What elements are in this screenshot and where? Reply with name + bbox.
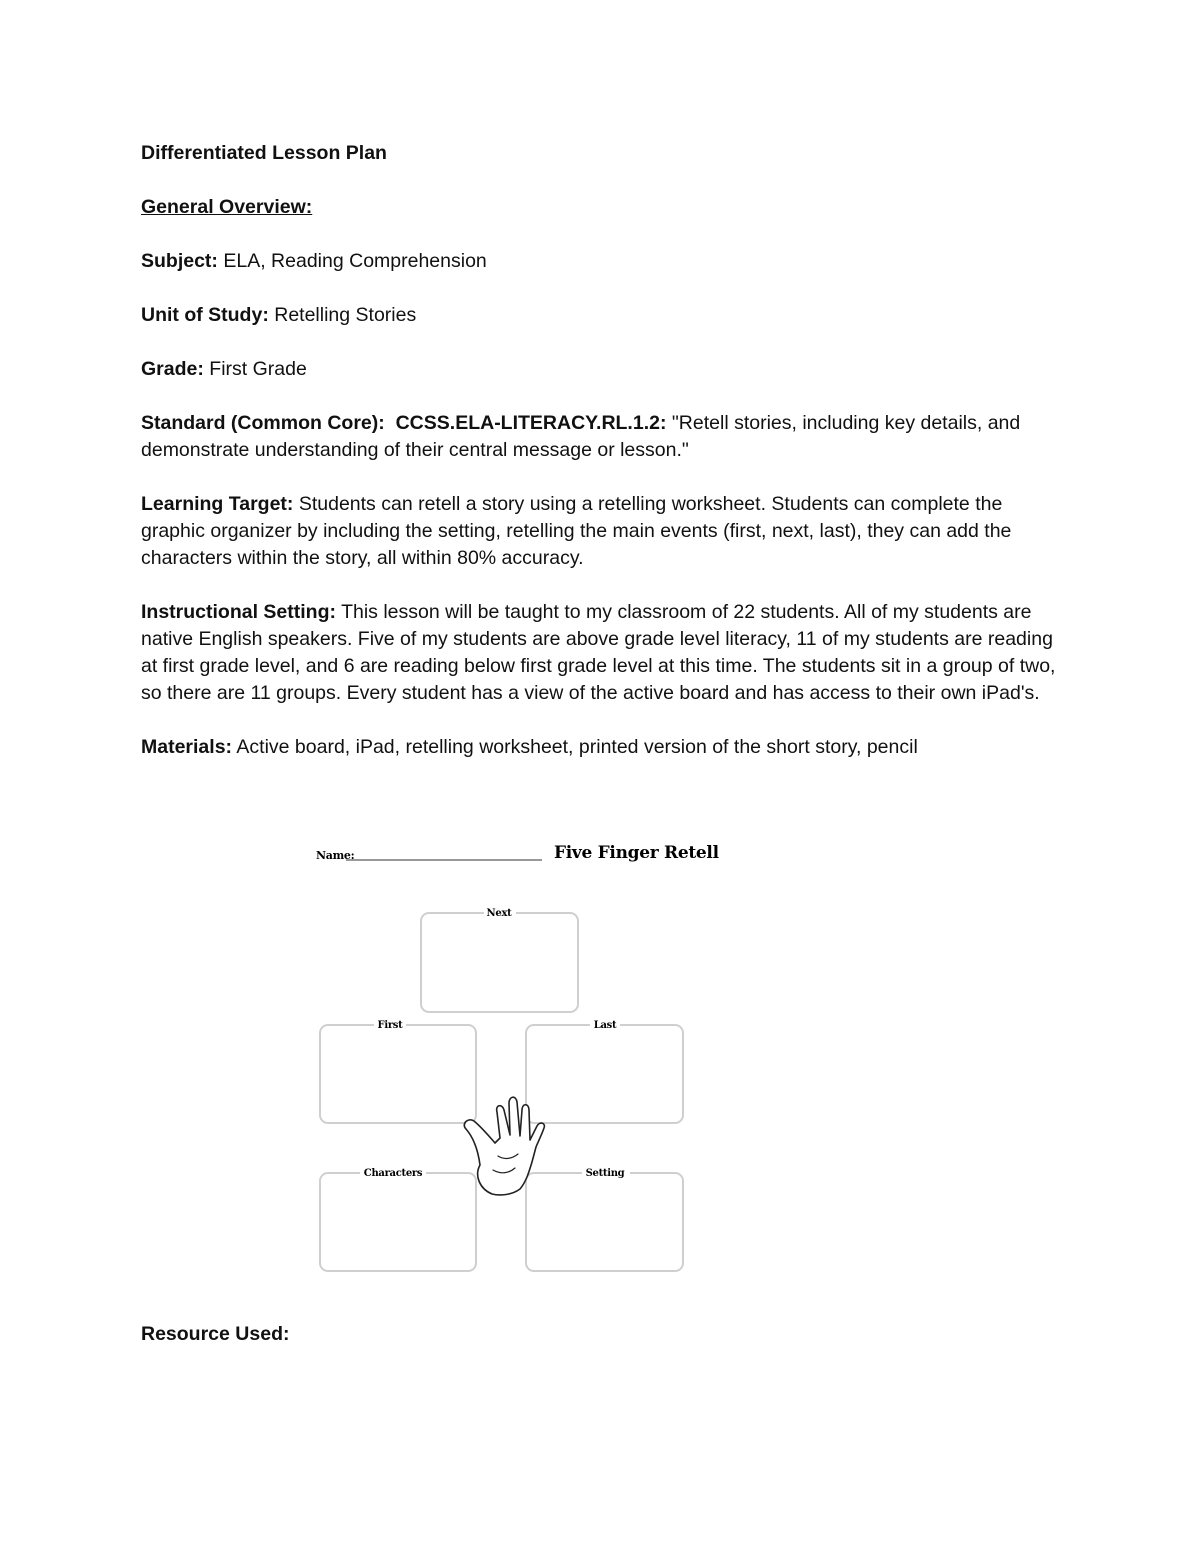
- title-text: Differentiated Lesson Plan: [141, 142, 387, 164]
- subject-label: Subject:: [141, 250, 218, 272]
- document-body: [141, 140, 1061, 788]
- grade-value: First Grade: [209, 358, 307, 380]
- standard-paragraph: [141, 410, 1061, 464]
- worksheet-name-label: Name:: [316, 849, 355, 862]
- next-box: [421, 913, 578, 1012]
- learning-target-text: Students can retell a story using a retelling worksheet. Students can complete the graphic organizer by including the setting, retelling the main events (first, next, last), they can add the characters within the story, all within 80% accuracy.: [141, 493, 1012, 569]
- instructional-setting-label: Instructional Setting:: [141, 601, 336, 623]
- instructional-setting-paragraph: [141, 599, 1061, 707]
- resource-used-heading: Resource Used:: [141, 1323, 290, 1345]
- unit-line: [141, 302, 1061, 329]
- overview-heading: [141, 194, 1061, 221]
- document-title: [141, 140, 1061, 167]
- standard-code: CCSS.ELA-LITERACY.RL.1.2:: [395, 412, 667, 434]
- first-box: [320, 1025, 476, 1123]
- grade-line: [141, 356, 1061, 383]
- last-box: [526, 1025, 683, 1123]
- last-label: Last: [593, 1020, 617, 1031]
- overview-heading-text: General Overview:: [141, 196, 313, 218]
- worksheet-title: Five Finger Retell: [554, 843, 719, 863]
- worksheet-graphic: [310, 832, 719, 1282]
- subject-line: [141, 248, 1061, 275]
- instructional-setting-text: This lesson will be taught to my classroom of 22 students. All of my students are native English speakers. Five of my students are above grade level literacy, 11 of my students are reading at first grade level, and 6 are reading below first grade level at this time. The students sit in a group of two, so there are 11 groups. Every student has a view of the active board and has access to their own iPad's.: [141, 601, 1056, 704]
- characters-label: Characters: [363, 1168, 423, 1179]
- setting-box: [526, 1173, 683, 1271]
- unit-label: Unit of Study:: [141, 304, 269, 326]
- unit-value: Retelling Stories: [274, 304, 417, 326]
- setting-label: Setting: [585, 1168, 625, 1179]
- learning-target-paragraph: [141, 491, 1061, 572]
- characters-box: [320, 1173, 476, 1271]
- standard-text: "Retell stories, including key details, and demonstrate understanding of their central message or lesson.": [141, 412, 1021, 461]
- materials-label: Materials:: [141, 736, 233, 758]
- learning-target-label: Learning Target:: [141, 493, 294, 515]
- first-label: First: [377, 1020, 403, 1031]
- five-finger-retell-worksheet: [310, 832, 719, 1282]
- materials-text: Active board, iPad, retelling worksheet, printed version of the short story, pencil: [236, 736, 918, 758]
- standard-label: Standard (Common Core):: [141, 412, 385, 434]
- next-label: Next: [486, 908, 512, 919]
- subject-value: ELA, Reading Comprehension: [223, 250, 487, 272]
- materials-paragraph: [141, 734, 1061, 761]
- grade-label: Grade:: [141, 358, 204, 380]
